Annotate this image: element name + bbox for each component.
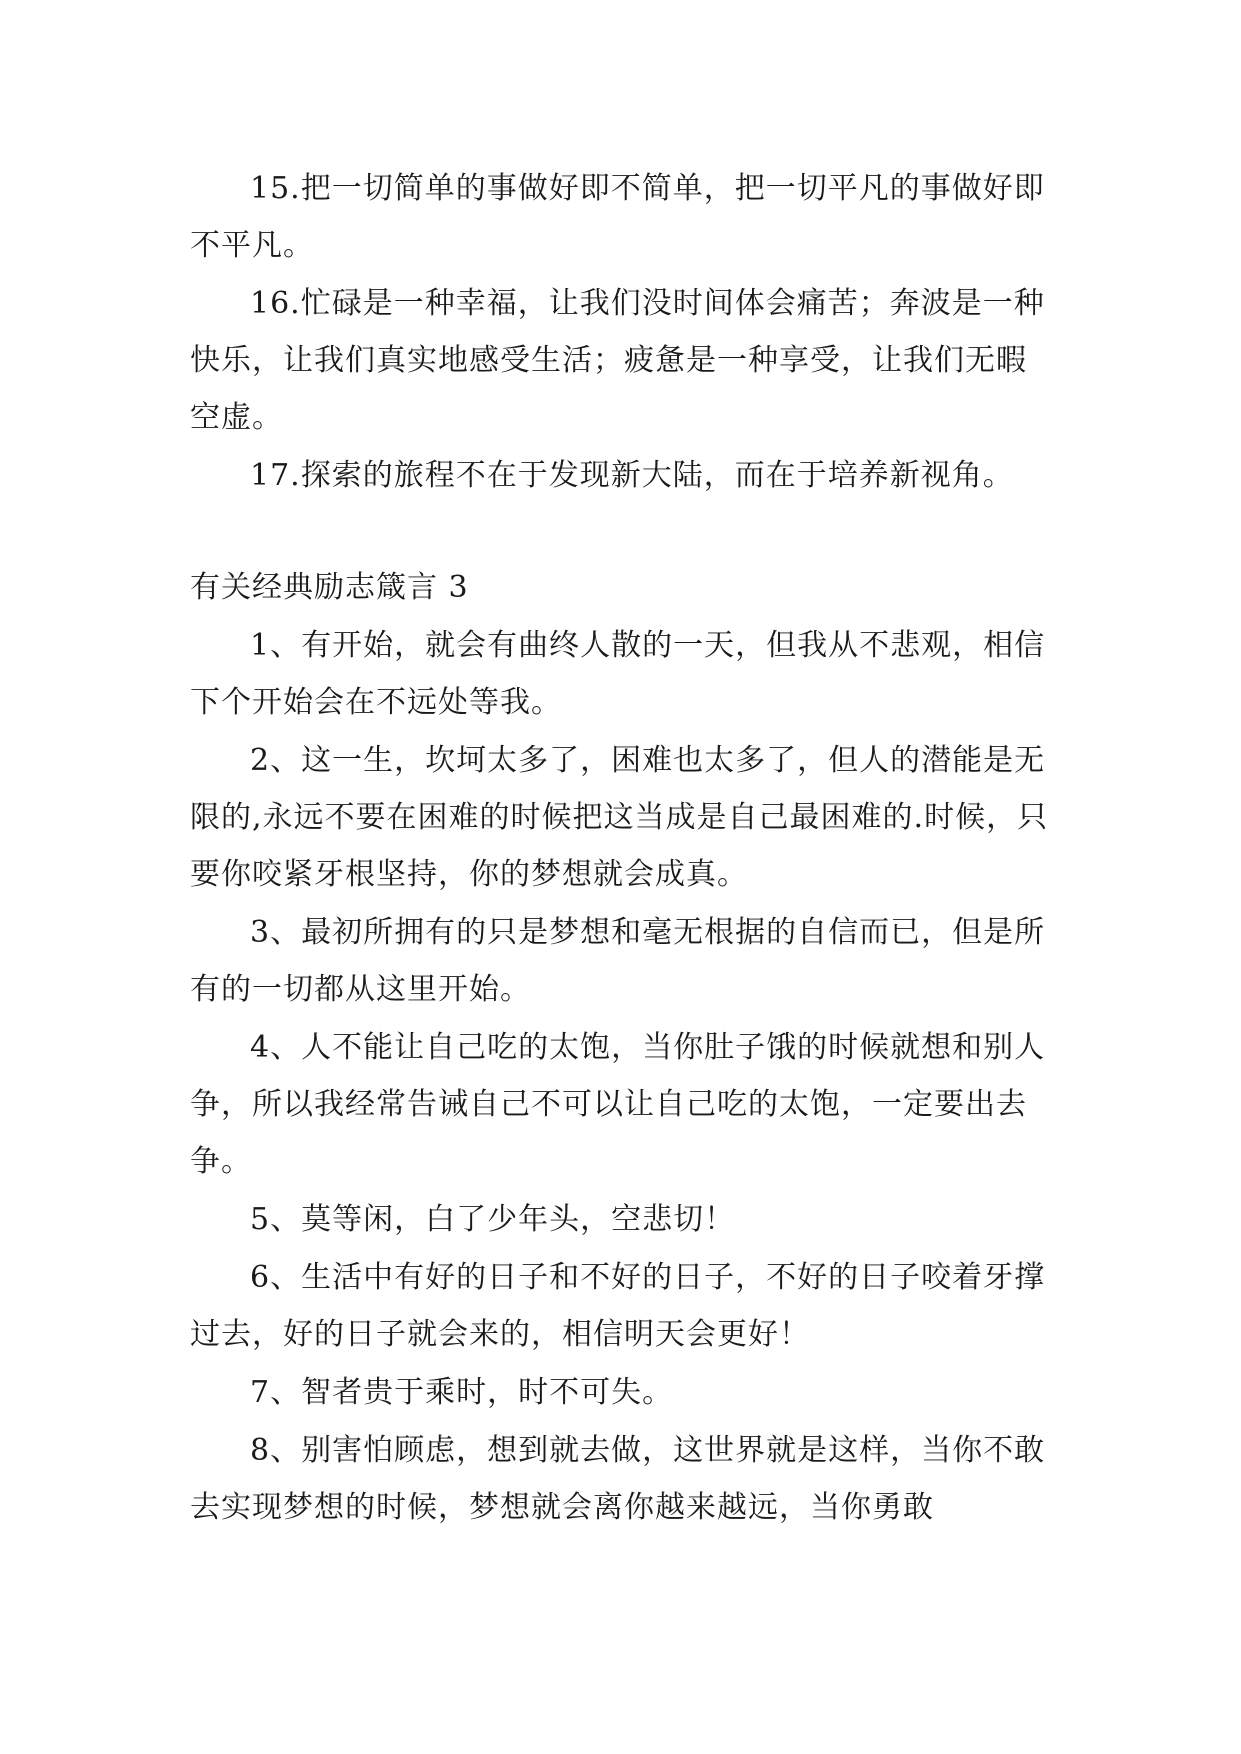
quote-2: 2、这一生，坎坷太多了，困难也太多了，但人的潜能是无限的,永远不要在困难的时候把这当成是自己最困难的.时候，只要你咬紧牙根坚持，你的梦想就会成真。 bbox=[190, 743, 1049, 892]
quote-1: 1、有开始，就会有曲终人散的一天，但我从不悲观，相信下个开始会在不远处等我。 bbox=[190, 628, 1046, 720]
document-body bbox=[190, 160, 1052, 1537]
quote-3: 3、最初所拥有的只是梦想和毫无根据的自信而已，但是所有的一切都从这里开始。 bbox=[190, 915, 1046, 1007]
paragraph-16: 16.忙碌是一种幸福，让我们没时间体会痛苦；奔波是一种快乐，让我们真实地感受生活；疲惫是一种享受，让我们无暇空虚。 bbox=[190, 286, 1045, 435]
paragraph-17: 17.探索的旅程不在于发现新大陆，而在于培养新视角。 bbox=[250, 458, 1014, 493]
quote-7: 7、智者贵于乘时，时不可失。 bbox=[250, 1375, 674, 1410]
quote-8: 8、别害怕顾虑，想到就去做，这世界就是这样，当你不敢去实现梦想的时候，梦想就会离你越来越远，当你勇敢 bbox=[190, 1433, 1046, 1525]
paragraph-15: 15.把一切简单的事做好即不简单，把一切平凡的事做好即不平凡。 bbox=[190, 171, 1045, 263]
quote-4: 4、人不能让自己吃的太饱，当你肚子饿的时候就想和别人争，所以我经常告诫自己不可以让自己吃的太饱，一定要出去争。 bbox=[190, 1030, 1046, 1179]
quote-5: 5、莫等闲，白了少年头，空悲切！ bbox=[250, 1202, 736, 1237]
quote-6: 6、生活中有好的日子和不好的日子，不好的日子咬着牙撑过去，好的日子就会来的，相信明天会更好！ bbox=[190, 1260, 1046, 1352]
section-heading: 有关经典励志箴言 3 bbox=[190, 570, 469, 605]
